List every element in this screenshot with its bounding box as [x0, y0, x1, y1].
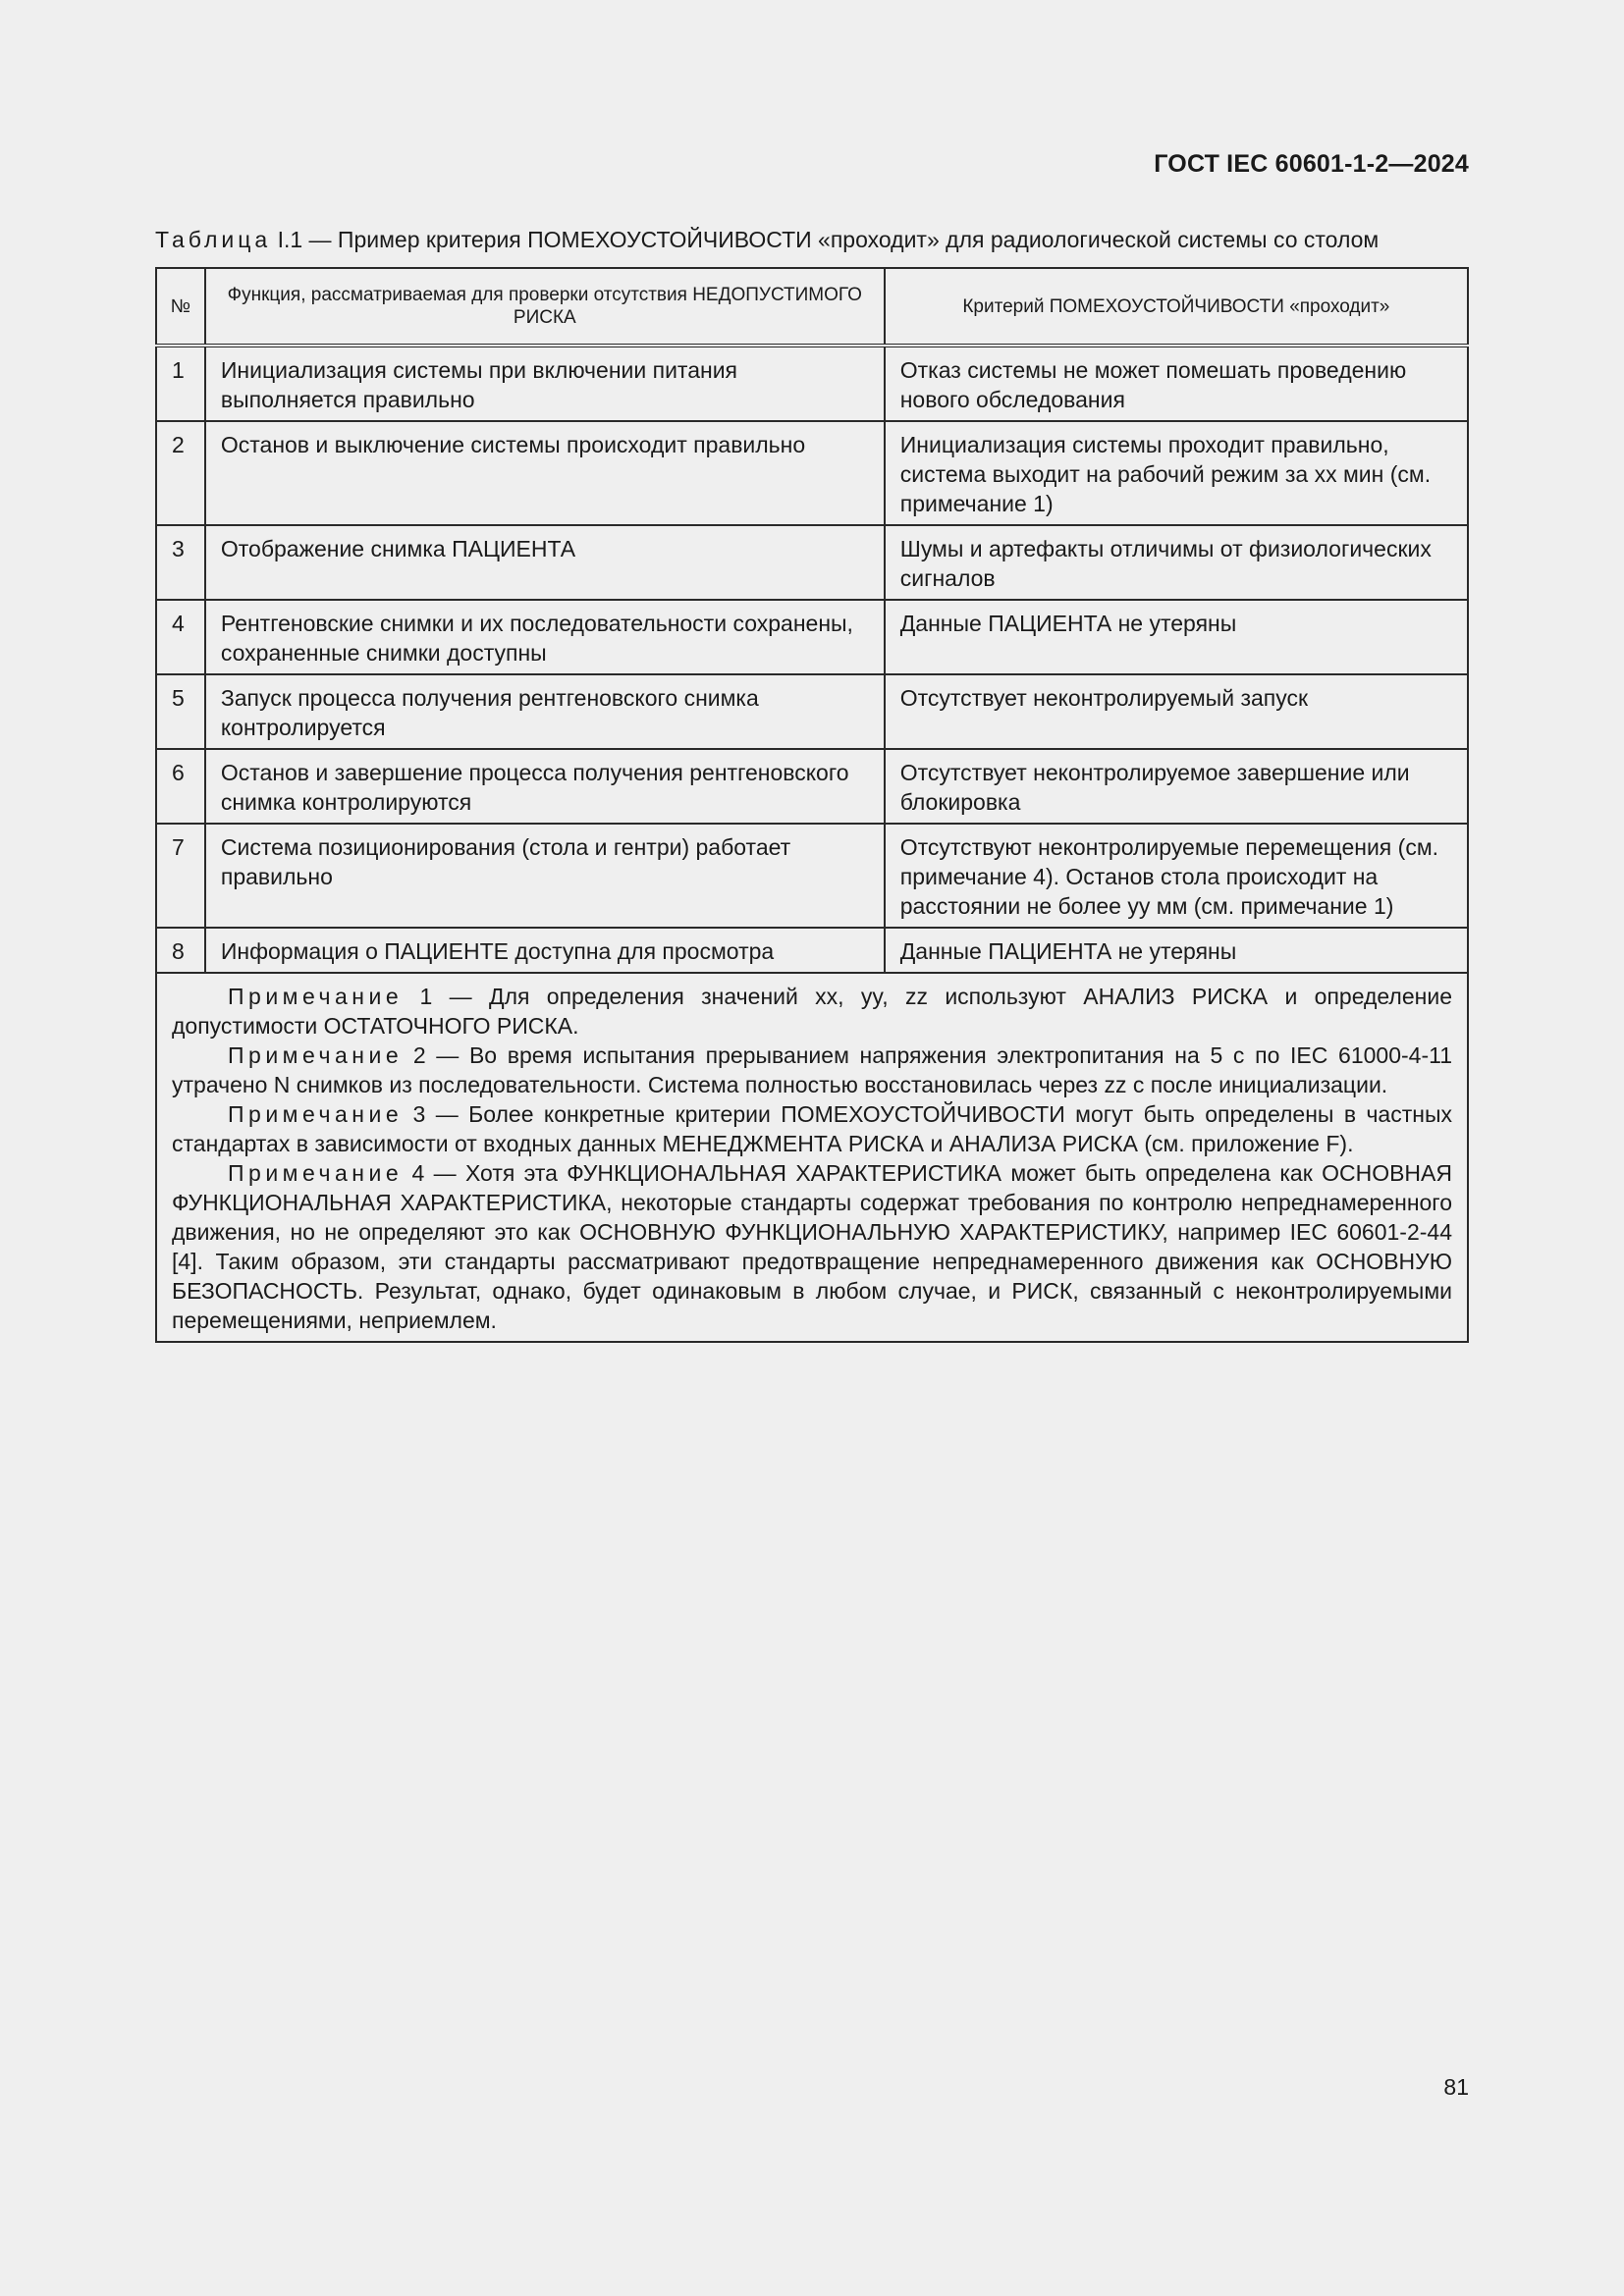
- row-criterion: Отсутствует неконтролируемый запуск: [885, 674, 1468, 749]
- row-number: 4: [156, 600, 205, 674]
- row-criterion: Отсутствуют неконтролируемые перемещения (см. примечание 4). Останов стола происходит на расстоянии не более yy мм (см. примечание 1): [885, 824, 1468, 928]
- row-function: Рентгеновские снимки и их последовательности сохранены, сохраненные снимки доступны: [205, 600, 885, 674]
- row-number: 1: [156, 346, 205, 421]
- row-criterion: Инициализация системы проходит правильно, система выходит на рабочий режим за xx мин (см. примечание 1): [885, 421, 1468, 525]
- note-4: [172, 1158, 1452, 1335]
- row-function: Запуск процесса получения рентгеновского снимка контролируется: [205, 674, 885, 749]
- table-caption: [155, 227, 1471, 253]
- row-function: Информация о ПАЦИЕНТЕ доступна для просмотра: [205, 928, 885, 973]
- notes-row: [156, 973, 1468, 1342]
- table-row: [156, 525, 1468, 600]
- column-header-num: №: [156, 268, 205, 346]
- row-function: Инициализация системы при включении питания выполняется правильно: [205, 346, 885, 421]
- note-2: [172, 1041, 1452, 1099]
- note-label: Примечание: [228, 1042, 404, 1068]
- table-row: [156, 674, 1468, 749]
- table-row: [156, 928, 1468, 973]
- row-number: 5: [156, 674, 205, 749]
- row-number: 7: [156, 824, 205, 928]
- note-label: Примечание: [228, 1101, 404, 1127]
- note-label: Примечание: [228, 984, 404, 1009]
- row-number: 8: [156, 928, 205, 973]
- column-header-criterion: Критерий ПОМЕХОУСТОЙЧИВОСТИ «проходит»: [885, 268, 1468, 346]
- page-number: 81: [1443, 2074, 1469, 2100]
- note-text: 4 — Хотя эта ФУНКЦИОНАЛЬНАЯ ХАРАКТЕРИСТИКА может быть определена как ОСНОВНАЯ ФУНКЦИОНАЛЬНАЯ ХАРАКТЕРИСТИКА, некоторые стандарты содержат требования по контролю непреднамеренного движения, но не определяют это как ОСНОВНУЮ ФУНКЦИОНАЛЬНУЮ ХАРАКТЕРИСТИКУ, например IEC 60601-2-44 [4]. Таким образом, эти стандарты рассматривают предотвращение непреднамеренного движения как ОСНОВНУЮ БЕЗОПАСНОСТЬ. Результат, однако, будет одинаковым в любом случае, и РИСК, связанный с неконтролируемыми перемещениями, неприемлем.: [172, 1160, 1452, 1333]
- row-number: 2: [156, 421, 205, 525]
- row-criterion: Отсутствует неконтролируемое завершение или блокировка: [885, 749, 1468, 824]
- table-row: [156, 600, 1468, 674]
- row-function: Система позиционирования (стола и гентри) работает правильно: [205, 824, 885, 928]
- row-criterion: Отказ системы не может помешать проведению нового обследования: [885, 346, 1468, 421]
- note-text: 2 — Во время испытания прерыванием напряжения электропитания на 5 с по IEC 61000-4-11 утрачено N снимков из последовательности. Система полностью восстановилась через zz с после инициализации.: [172, 1042, 1452, 1097]
- note-text: 1 — Для определения значений xx, yy, zz используют АНАЛИЗ РИСКА и определение допустимости ОСТАТОЧНОГО РИСКА.: [172, 984, 1452, 1039]
- note-text: 3 — Более конкретные критерии ПОМЕХОУСТОЙЧИВОСТИ могут быть определены в частных стандартах в зависимости от входных данных МЕНЕДЖМЕНТА РИСКА и АНАЛИЗА РИСКА (см. приложение F).: [172, 1101, 1452, 1156]
- row-criterion: Данные ПАЦИЕНТА не утеряны: [885, 600, 1468, 674]
- note-label: Примечание: [228, 1160, 404, 1186]
- criteria-table: [155, 267, 1469, 1343]
- note-3: [172, 1099, 1452, 1158]
- notes-cell: [156, 973, 1468, 1342]
- standard-designation: ГОСТ IEC 60601-1-2—2024: [1154, 150, 1469, 178]
- row-function: Останов и завершение процесса получения рентгеновского снимка контролируются: [205, 749, 885, 824]
- note-1: [172, 982, 1452, 1041]
- table-row: [156, 421, 1468, 525]
- table-row: [156, 824, 1468, 928]
- table-caption-label: Таблица: [155, 227, 272, 252]
- row-number: 6: [156, 749, 205, 824]
- row-number: 3: [156, 525, 205, 600]
- row-criterion: Данные ПАЦИЕНТА не утеряны: [885, 928, 1468, 973]
- row-criterion: Шумы и артефакты отличимы от физиологических сигналов: [885, 525, 1468, 600]
- row-function: Отображение снимка ПАЦИЕНТА: [205, 525, 885, 600]
- row-function: Останов и выключение системы происходит правильно: [205, 421, 885, 525]
- table-caption-text: I.1 — Пример критерия ПОМЕХОУСТОЙЧИВОСТИ «проходит» для радиологической системы со столом: [271, 227, 1380, 252]
- table-header-row: [156, 268, 1468, 346]
- table-row: [156, 346, 1468, 421]
- column-header-function: Функция, рассматриваемая для проверки отсутствия НЕДОПУСТИМОГО РИСКА: [205, 268, 885, 346]
- table-row: [156, 749, 1468, 824]
